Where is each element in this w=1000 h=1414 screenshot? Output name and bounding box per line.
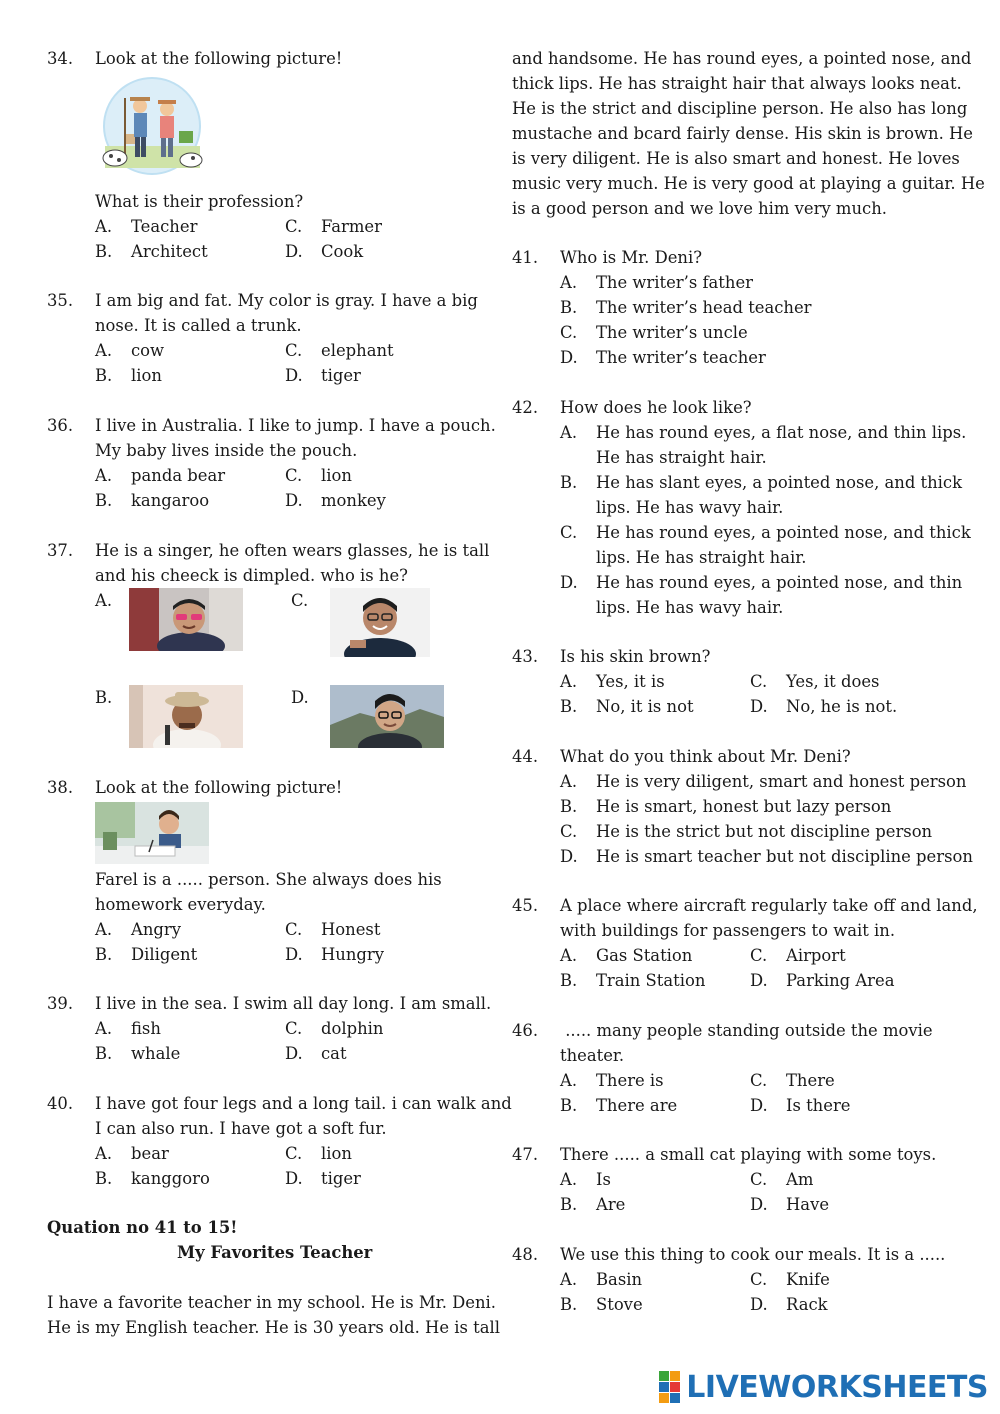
option-c-letter: C. <box>750 1170 768 1189</box>
student-homework-picture <box>95 802 209 864</box>
question-text: Look at the following picture! <box>95 778 343 797</box>
option-d-letter: D. <box>750 1096 768 1115</box>
option-d[interactable]: He has round eyes, a pointed nose, and thin <box>596 573 963 592</box>
option-d[interactable]: Rack <box>786 1295 828 1314</box>
question-text: I live in Australia. I like to jump. I have a pouch. <box>95 416 496 435</box>
option-a[interactable]: panda bear <box>131 466 226 485</box>
option-a-letter: A. <box>560 1170 578 1189</box>
option-c-photo[interactable] <box>330 588 430 657</box>
question-text: theater. <box>560 1046 625 1065</box>
question-text: Look at the following picture! <box>95 49 343 68</box>
question-text: How does he look like? <box>560 398 752 417</box>
option-d-letter: D. <box>560 573 578 592</box>
option-b-letter: B. <box>95 688 113 707</box>
option-c[interactable]: dolphin <box>321 1019 384 1038</box>
option-a-photo[interactable] <box>129 588 243 651</box>
option-d-letter: D. <box>560 847 578 866</box>
option-a[interactable]: Is <box>596 1170 611 1189</box>
question-text: A place where aircraft regularly take off and land, <box>560 896 978 915</box>
option-a-letter: A. <box>95 466 113 485</box>
option-c[interactable]: Am <box>786 1170 814 1189</box>
option-c[interactable]: Honest <box>321 920 381 939</box>
option-b-letter: B. <box>95 366 113 385</box>
option-b-letter: B. <box>95 945 113 964</box>
option-c[interactable]: He has round eyes, a pointed nose, and thick <box>596 523 971 542</box>
option-c[interactable]: There <box>786 1071 835 1090</box>
question-number: 46. <box>512 1021 539 1040</box>
option-d-letter: D. <box>291 688 309 707</box>
option-b[interactable]: Are <box>596 1195 626 1214</box>
option-c-letter: C. <box>285 1144 303 1163</box>
option-d-letter: D. <box>750 971 768 990</box>
option-a[interactable]: cow <box>131 341 165 360</box>
option-c-letter: C. <box>560 523 578 542</box>
option-a-letter: A. <box>95 591 113 610</box>
question-number: 45. <box>512 896 539 915</box>
option-b[interactable]: Diligent <box>131 945 198 964</box>
option-c-letter: C. <box>750 946 768 965</box>
option-d[interactable]: No, he is not. <box>786 697 898 716</box>
passage-instruction: Quation no 41 to 15! <box>47 1218 238 1237</box>
option-d-letter: D. <box>750 1195 768 1214</box>
logo-icon <box>659 1371 680 1403</box>
option-b-letter: B. <box>560 1096 578 1115</box>
option-a-letter: A. <box>95 1144 113 1163</box>
option-d-letter: D. <box>285 1044 303 1063</box>
option-d[interactable]: Have <box>786 1195 830 1214</box>
option-a-letter: A. <box>560 946 578 965</box>
option-c-letter: C. <box>560 822 578 841</box>
option-b[interactable]: Train Station <box>596 971 706 990</box>
option-c-letter: C. <box>750 1071 768 1090</box>
passage-line: music very much. He is very good at playing a guitar. He <box>512 174 985 193</box>
option-b[interactable]: No, it is not <box>596 697 694 716</box>
option-c-letter: C. <box>750 672 768 691</box>
option-d-letter: D. <box>285 945 303 964</box>
question-number: 40. <box>47 1094 74 1113</box>
option-a-letter: A. <box>560 273 578 292</box>
question-text: I have got four legs and a long tail. i can walk and <box>95 1094 512 1113</box>
passage-title: My Favorites Teacher <box>177 1243 373 1262</box>
option-a[interactable]: He is very diligent, smart and honest person <box>596 772 967 791</box>
question-text: There ..... a small cat playing with some toys. <box>560 1145 937 1164</box>
option-d[interactable]: He is smart teacher but not discipline person <box>596 847 973 866</box>
option-b-letter: B. <box>95 1169 113 1188</box>
option-c[interactable]: lion <box>321 466 352 485</box>
option-b-letter: B. <box>560 971 578 990</box>
option-d-letter: D. <box>285 366 303 385</box>
question-text: I am big and fat. My color is gray. I have a big <box>95 291 478 310</box>
question-number: 38. <box>47 778 74 797</box>
logo-text: LIVEWORKSHEETS <box>686 1369 988 1405</box>
question-number: 41. <box>512 248 539 267</box>
option-a[interactable]: bear <box>131 1144 169 1163</box>
question-text: homework everyday. <box>95 895 266 914</box>
option-b-letter: B. <box>560 298 578 317</box>
option-a-letter: A. <box>560 1071 578 1090</box>
option-d[interactable]: Cook <box>321 242 364 261</box>
passage-line: He is the strict and discipline person. He also has long <box>512 99 968 118</box>
question-number: 37. <box>47 541 74 560</box>
farmers-picture <box>95 76 210 181</box>
question-text: My baby lives inside the pouch. <box>95 441 358 460</box>
option-d-letter: D. <box>750 1295 768 1314</box>
question-text: Who is Mr. Deni? <box>560 248 703 267</box>
option-b[interactable]: There are <box>596 1096 678 1115</box>
option-b[interactable]: He is smart, honest but lazy person <box>596 797 892 816</box>
option-b-letter: B. <box>95 491 113 510</box>
option-a[interactable]: He has round eyes, a flat nose, and thin lips. <box>596 423 967 442</box>
option-a-letter: A. <box>95 217 113 236</box>
option-a[interactable]: fish <box>131 1019 161 1038</box>
passage-line: mustache and bcard fairly dense. His skin is brown. He <box>512 124 974 143</box>
option-b[interactable]: The writer’s head teacher <box>596 298 812 317</box>
option-a-letter: A. <box>95 920 113 939</box>
question-text: ..... many people standing outside the movie <box>560 1021 933 1040</box>
option-a-letter: A. <box>560 1270 578 1289</box>
question-text: nose. It is called a trunk. <box>95 316 302 335</box>
option-b[interactable]: He has slant eyes, a pointed nose, and thick <box>596 473 963 492</box>
option-a[interactable]: Angry <box>131 920 181 939</box>
question-text: with buildings for passengers to wait in. <box>560 921 896 940</box>
option-a[interactable]: He has straight hair. <box>596 448 767 467</box>
option-a-letter: A. <box>95 1019 113 1038</box>
passage-line: and handsome. He has round eyes, a pointed nose, and <box>512 49 972 68</box>
option-d[interactable]: tiger <box>321 1169 361 1188</box>
option-b[interactable]: kanggoro <box>131 1169 210 1188</box>
option-d[interactable]: Parking Area <box>786 971 895 990</box>
option-c[interactable]: Yes, it does <box>786 672 880 691</box>
option-c[interactable]: Farmer <box>321 217 382 236</box>
option-a[interactable]: Teacher <box>131 217 198 236</box>
question-number: 42. <box>512 398 539 417</box>
option-c-letter: C. <box>285 217 303 236</box>
option-c-letter: C. <box>291 591 309 610</box>
option-a-letter: A. <box>560 772 578 791</box>
option-b-letter: B. <box>560 473 578 492</box>
option-d[interactable]: lips. He has wavy hair. <box>596 598 784 617</box>
option-d-letter: D. <box>560 348 578 367</box>
question-prompt: What is their profession? <box>95 192 304 211</box>
question-number: 36. <box>47 416 74 435</box>
option-d[interactable]: cat <box>321 1044 347 1063</box>
option-c-letter: C. <box>560 323 578 342</box>
option-c[interactable]: Knife <box>786 1270 830 1289</box>
option-a[interactable]: Basin <box>596 1270 643 1289</box>
option-b[interactable]: kangaroo <box>131 491 210 510</box>
option-d-letter: D. <box>285 242 303 261</box>
option-c[interactable]: elephant <box>321 341 394 360</box>
option-c-letter: C. <box>285 920 303 939</box>
option-b[interactable]: whale <box>131 1044 181 1063</box>
option-b-photo[interactable] <box>129 685 243 748</box>
option-b-letter: B. <box>560 797 578 816</box>
option-c[interactable]: Airport <box>786 946 846 965</box>
option-b[interactable]: lips. He has wavy hair. <box>596 498 784 517</box>
question-number: 35. <box>47 291 74 310</box>
option-a[interactable]: Gas Station <box>596 946 693 965</box>
option-d-letter: D. <box>750 697 768 716</box>
option-a[interactable]: There is <box>596 1071 664 1090</box>
option-a-letter: A. <box>560 423 578 442</box>
question-number: 43. <box>512 647 539 666</box>
option-d-photo[interactable] <box>330 685 444 748</box>
question-number: 47. <box>512 1145 539 1164</box>
option-d[interactable]: Is there <box>786 1096 851 1115</box>
passage-line: I have a favorite teacher in my school. He is Mr. Deni. <box>47 1293 496 1312</box>
question-number: 44. <box>512 747 539 766</box>
option-b-letter: B. <box>560 697 578 716</box>
option-c[interactable]: He is the strict but not discipline person <box>596 822 933 841</box>
option-c-letter: C. <box>285 466 303 485</box>
option-d[interactable]: tiger <box>321 366 361 385</box>
option-c-letter: C. <box>750 1270 768 1289</box>
passage-line: He is my English teacher. He is 30 years old. He is tall <box>47 1318 500 1337</box>
question-text: and his cheeck is dimpled. who is he? <box>95 566 408 585</box>
option-a-letter: A. <box>560 672 578 691</box>
passage-line: is a good person and we love him very much. <box>512 199 887 218</box>
option-a[interactable]: Yes, it is <box>596 672 665 691</box>
question-text: Is his skin brown? <box>560 647 711 666</box>
option-d[interactable]: The writer’s teacher <box>596 348 766 367</box>
option-b-letter: B. <box>560 1195 578 1214</box>
option-b[interactable]: Stove <box>596 1295 643 1314</box>
option-c[interactable]: lips. He has straight hair. <box>596 548 807 567</box>
question-text: I can also run. I have got a soft fur. <box>95 1119 387 1138</box>
question-number: 34. <box>47 49 74 68</box>
option-d-letter: D. <box>285 1169 303 1188</box>
passage-line: is very diligent. He is also smart and honest. He loves <box>512 149 960 168</box>
question-text: What do you think about Mr. Deni? <box>560 747 851 766</box>
liveworksheets-logo[interactable] <box>659 1370 988 1404</box>
option-d[interactable]: Hungry <box>321 945 384 964</box>
option-c[interactable]: The writer’s uncle <box>596 323 748 342</box>
option-c[interactable]: lion <box>321 1144 352 1163</box>
passage-line: thick lips. He has straight hair that always looks neat. <box>512 74 962 93</box>
option-b[interactable]: lion <box>131 366 162 385</box>
option-c-letter: C. <box>285 341 303 360</box>
question-text: I live in the sea. I swim all day long. I am small. <box>95 994 492 1013</box>
option-d-letter: D. <box>285 491 303 510</box>
option-b-letter: B. <box>560 1295 578 1314</box>
option-b-letter: B. <box>95 1044 113 1063</box>
question-text: We use this thing to cook our meals. It is a ..... <box>560 1245 946 1264</box>
option-a[interactable]: The writer’s father <box>596 273 753 292</box>
option-a-letter: A. <box>95 341 113 360</box>
option-b-letter: B. <box>95 242 113 261</box>
question-number: 39. <box>47 994 74 1013</box>
option-c-letter: C. <box>285 1019 303 1038</box>
question-text: He is a singer, he often wears glasses, he is tall <box>95 541 490 560</box>
question-text: Farel is a ..... person. She always does his <box>95 870 442 889</box>
option-d[interactable]: monkey <box>321 491 386 510</box>
question-number: 48. <box>512 1245 539 1264</box>
option-b[interactable]: Architect <box>131 242 208 261</box>
